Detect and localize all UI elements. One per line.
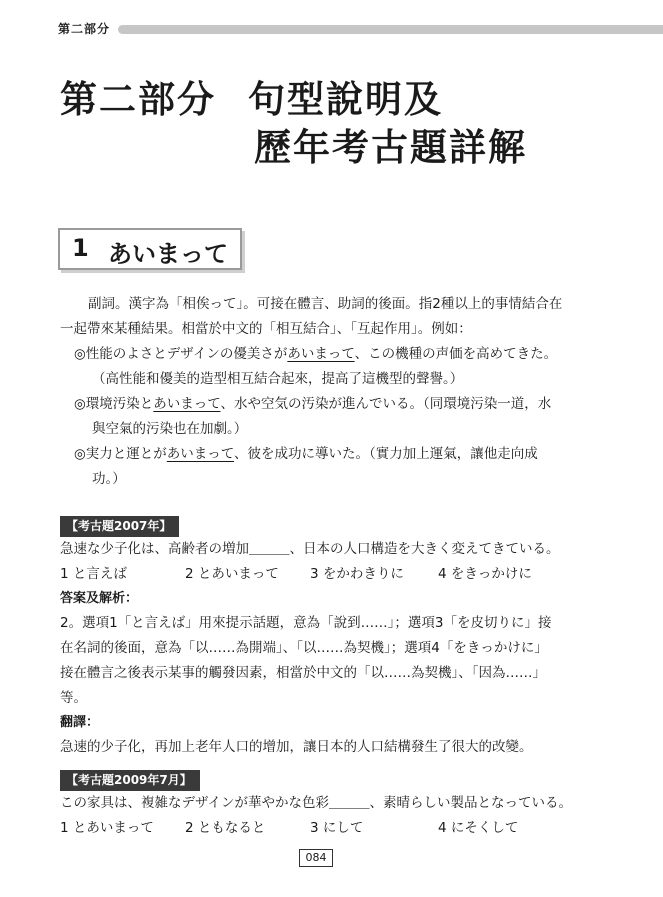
keyword: あいまって — [166, 446, 235, 462]
option: 2 とあいまって — [185, 566, 279, 582]
translation-label: 翻譯： — [60, 715, 100, 730]
keyword: あいまって — [287, 346, 355, 362]
keyword: あいまって — [153, 396, 221, 412]
title-line2: 歷年考古題詳解 — [254, 126, 527, 169]
question-1 — [60, 516, 585, 760]
question-2-text: この家具は、複雑なデザインが華やかな色彩＿＿＿、素晴らしい製品となっている。 — [60, 795, 573, 811]
title-line1: 句型說明及 — [248, 78, 443, 121]
question-2-options — [60, 816, 585, 841]
intro-line-2: 一起帶來某種結果。相當於中文的「相互結合」、「互起作用」。例如： — [60, 321, 472, 337]
intro-line-1: 副詞。漢字為「相俟って」。可接在體言、助詞的後面。指2種以上的事情結合在 — [88, 296, 563, 312]
example-1-translation: （高性能和優美的造型相互結合起來，提高了這機型的聲譽。） — [92, 371, 464, 387]
question-1-options — [60, 562, 585, 587]
section-heading — [58, 228, 242, 270]
answer-line: 2。選項1「と言えば」用來提示話題，意為「說到……」；選項3「を皮切りに」接 — [60, 615, 552, 631]
page-title — [60, 76, 527, 172]
question-1-heading: 【考古題2007年】 — [60, 516, 179, 537]
option: 2 ともなると — [185, 820, 266, 836]
example-2: ◎環境汚染とあいまって、水や空気の汚染が進んでいる。（同環境污染一道，水 與空氣的污染也在加劇。） — [74, 396, 552, 437]
answer-line: 等。 — [60, 690, 87, 706]
option: 3 にして — [310, 820, 364, 836]
section-number: 1 — [72, 234, 89, 262]
option: 1 とあいまって — [60, 820, 154, 836]
header-rule — [118, 25, 663, 34]
translation-text: 急速的少子化，再加上老年人口的增加，讓日本的人口結構發生了很大的改變。 — [60, 739, 533, 755]
answer-line: 在名詞的後面，意為「以……為開端」、「以……為契機」；選項4「をきっかけに」 — [60, 640, 548, 656]
answer-label: 答案及解析： — [60, 591, 139, 606]
example-3: ◎実力と運とがあいまって、彼を成功に導いた。（實力加上運氣，讓他走向成 功。） — [74, 446, 538, 487]
option: 4 にそくして — [438, 820, 519, 836]
title-part: 第二部分 — [60, 78, 216, 121]
option: 4 をきっかけに — [438, 566, 532, 582]
running-header: 第二部分 — [58, 22, 111, 36]
answer-line: 接在體言之後表示某事的觸發因素，相當於中文的「以……為契機」、「因為……」 — [60, 665, 546, 681]
option: 3 をかわきりに — [310, 566, 404, 582]
page-number: 084 — [299, 849, 333, 867]
section-title: あいまって — [108, 240, 228, 268]
explanation-body — [60, 292, 585, 492]
question-2-heading: 【考古題2009年7月】 — [60, 770, 200, 791]
question-1-text: 急速な少子化は、高齢者の増加＿＿＿、日本の人口構造を大きく変えてきている。 — [60, 541, 560, 557]
option: 1 と言えば — [60, 566, 127, 582]
question-2 — [60, 770, 585, 841]
example-1: ◎性能のよさとデザインの優美さがあいまって、この機種の声価を高めてきた。 — [74, 346, 558, 362]
